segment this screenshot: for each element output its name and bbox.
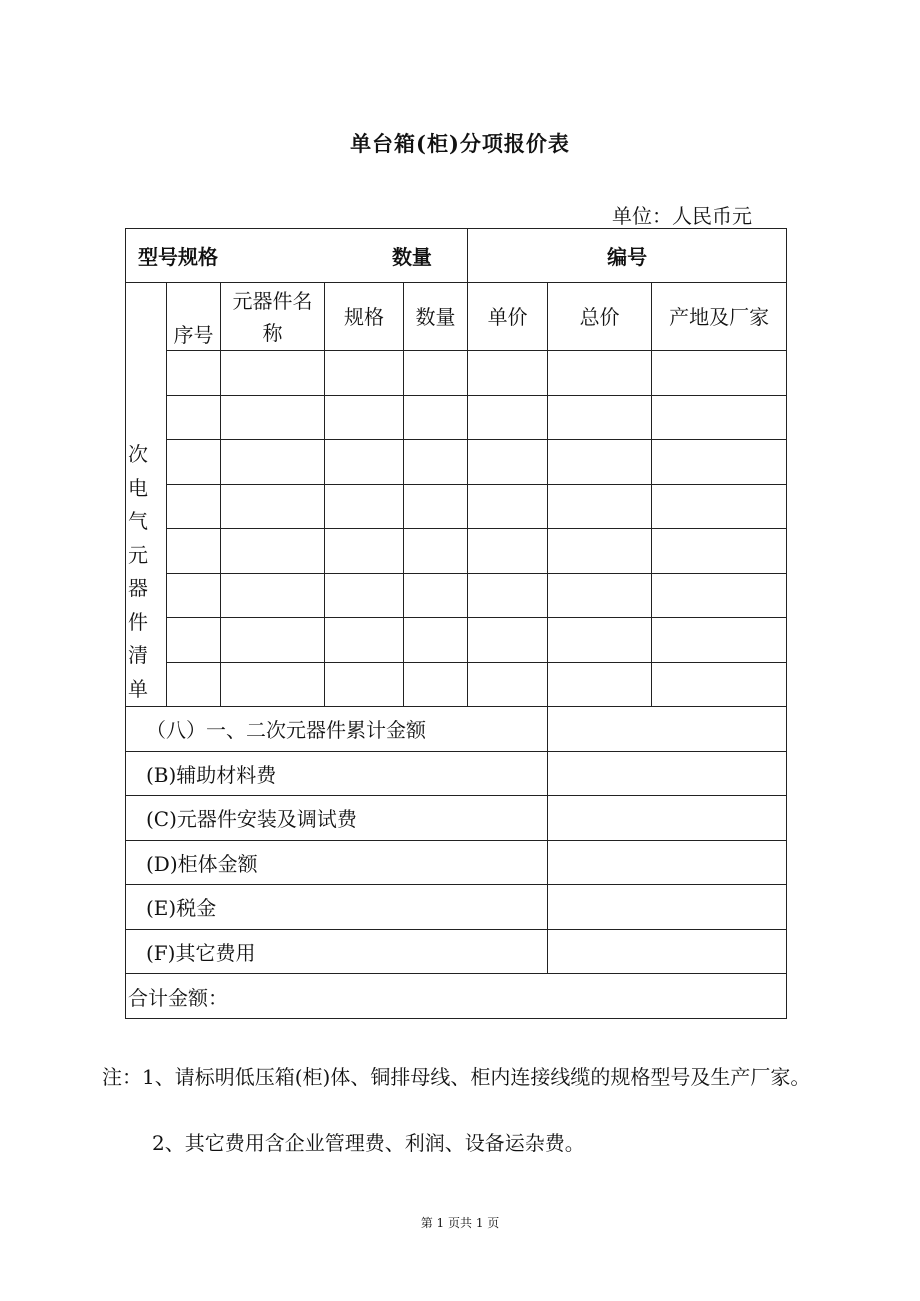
cell[interactable]	[404, 484, 468, 529]
cell[interactable]	[652, 395, 787, 440]
summary-row	[126, 751, 787, 796]
table-row	[126, 662, 787, 707]
col-qty: 数量	[404, 283, 468, 351]
cell[interactable]	[548, 440, 652, 485]
cell[interactable]	[221, 529, 325, 574]
summary-row	[126, 796, 787, 841]
cell[interactable]	[404, 662, 468, 707]
cell[interactable]	[221, 395, 325, 440]
model-spec-cell[interactable]	[126, 229, 468, 283]
table-row	[126, 573, 787, 618]
cell[interactable]	[652, 529, 787, 574]
cell[interactable]	[404, 529, 468, 574]
side-label-cell	[126, 283, 167, 707]
cell[interactable]	[652, 618, 787, 663]
col-spec: 规格	[325, 283, 404, 351]
side-char: 清	[128, 643, 148, 667]
cell[interactable]	[325, 484, 404, 529]
side-char: 件	[128, 609, 148, 634]
cell[interactable]	[548, 529, 652, 574]
summary-value-d[interactable]	[548, 840, 787, 885]
page-title: 单台箱(柜)分项报价表	[350, 131, 570, 156]
summary-value-e[interactable]	[548, 885, 787, 930]
total-row	[126, 974, 787, 1019]
summary-value-c[interactable]	[548, 796, 787, 841]
cell[interactable]	[221, 351, 325, 396]
quote-table	[125, 228, 787, 1019]
number-header-label: 编号	[607, 245, 648, 269]
col-unit-price: 单价	[468, 283, 548, 351]
cell[interactable]	[468, 395, 548, 440]
cell[interactable]	[468, 662, 548, 707]
currency-unit: 单位：人民币元	[612, 204, 752, 228]
cell[interactable]	[548, 618, 652, 663]
summary-value-f[interactable]	[548, 929, 787, 974]
table-row	[126, 529, 787, 574]
side-char: 元	[128, 542, 148, 567]
summary-row	[126, 707, 787, 752]
page-footer: 第 1 页共 1 页	[420, 1216, 500, 1230]
cell[interactable]	[325, 351, 404, 396]
cell[interactable]	[404, 440, 468, 485]
side-char: 器	[128, 576, 148, 600]
cell[interactable]	[468, 529, 548, 574]
total-amount[interactable]: 合计金额：	[126, 974, 787, 1019]
note-2: 2、其它费用含企业管理费、利润、设备运杂费。	[152, 1131, 585, 1155]
cell[interactable]	[404, 618, 468, 663]
side-char: 次	[128, 442, 148, 466]
model-spec-label: 型号规格	[138, 245, 218, 269]
cell[interactable]	[652, 351, 787, 396]
cell[interactable]	[652, 440, 787, 485]
note-1: 注：1、请标明低压箱(柜)体、铜排母线、柜内连接线缆的规格型号及生产厂家。	[102, 1065, 811, 1089]
cell[interactable]	[167, 662, 221, 707]
cell[interactable]	[548, 662, 652, 707]
cell[interactable]	[325, 395, 404, 440]
summary-label-e: (E)税金	[126, 885, 548, 930]
cell[interactable]	[404, 351, 468, 396]
cell[interactable]	[468, 573, 548, 618]
cell[interactable]	[167, 440, 221, 485]
cell[interactable]	[652, 662, 787, 707]
table-row	[126, 351, 787, 396]
cell[interactable]	[468, 484, 548, 529]
col-seq: 序号	[167, 283, 221, 351]
summary-row	[126, 840, 787, 885]
summary-label-b: (B)辅助材料费	[126, 751, 548, 796]
cell[interactable]	[325, 573, 404, 618]
table-row	[126, 395, 787, 440]
col-total-price: 总价	[548, 283, 652, 351]
summary-label-f: (F)其它费用	[126, 929, 548, 974]
side-char: 气	[128, 509, 148, 533]
cell[interactable]	[548, 484, 652, 529]
table-row	[126, 440, 787, 485]
cell[interactable]	[221, 573, 325, 618]
quantity-header-label: 数量	[391, 245, 432, 269]
cell[interactable]	[221, 662, 325, 707]
cell[interactable]	[167, 618, 221, 663]
cell[interactable]	[548, 395, 652, 440]
summary-value-a[interactable]	[548, 707, 787, 752]
cell[interactable]	[167, 573, 221, 618]
cell[interactable]	[221, 440, 325, 485]
cell[interactable]	[468, 351, 548, 396]
column-header-row	[126, 283, 787, 351]
summary-row	[126, 885, 787, 930]
col-name: 元器件名 称	[221, 283, 325, 351]
table-row	[126, 618, 787, 663]
cell[interactable]	[325, 440, 404, 485]
number-cell[interactable]	[468, 229, 787, 283]
summary-label-a: （八）一、二次元器件累计金额	[126, 707, 548, 752]
cell[interactable]	[548, 573, 652, 618]
cell[interactable]	[325, 662, 404, 707]
cell[interactable]	[325, 618, 404, 663]
cell[interactable]	[468, 618, 548, 663]
cell[interactable]	[404, 395, 468, 440]
table-row	[126, 484, 787, 529]
cell[interactable]	[652, 573, 787, 618]
cell[interactable]	[167, 351, 221, 396]
table-header-row	[126, 229, 787, 283]
cell[interactable]	[167, 395, 221, 440]
side-char: 单	[128, 676, 148, 701]
summary-value-b[interactable]	[548, 751, 787, 796]
col-origin: 产地及厂家	[652, 283, 787, 351]
cell[interactable]	[325, 529, 404, 574]
cell[interactable]	[221, 484, 325, 529]
cell[interactable]	[468, 440, 548, 485]
cell[interactable]	[404, 573, 468, 618]
summary-label-c: (C)元器件安装及调试费	[126, 796, 548, 841]
cell[interactable]	[167, 529, 221, 574]
cell[interactable]	[548, 351, 652, 396]
summary-row	[126, 929, 787, 974]
side-char: 电	[128, 475, 148, 500]
cell[interactable]	[652, 484, 787, 529]
summary-label-d: (D)柜体金额	[126, 840, 548, 885]
cell[interactable]	[167, 484, 221, 529]
cell[interactable]	[221, 618, 325, 663]
